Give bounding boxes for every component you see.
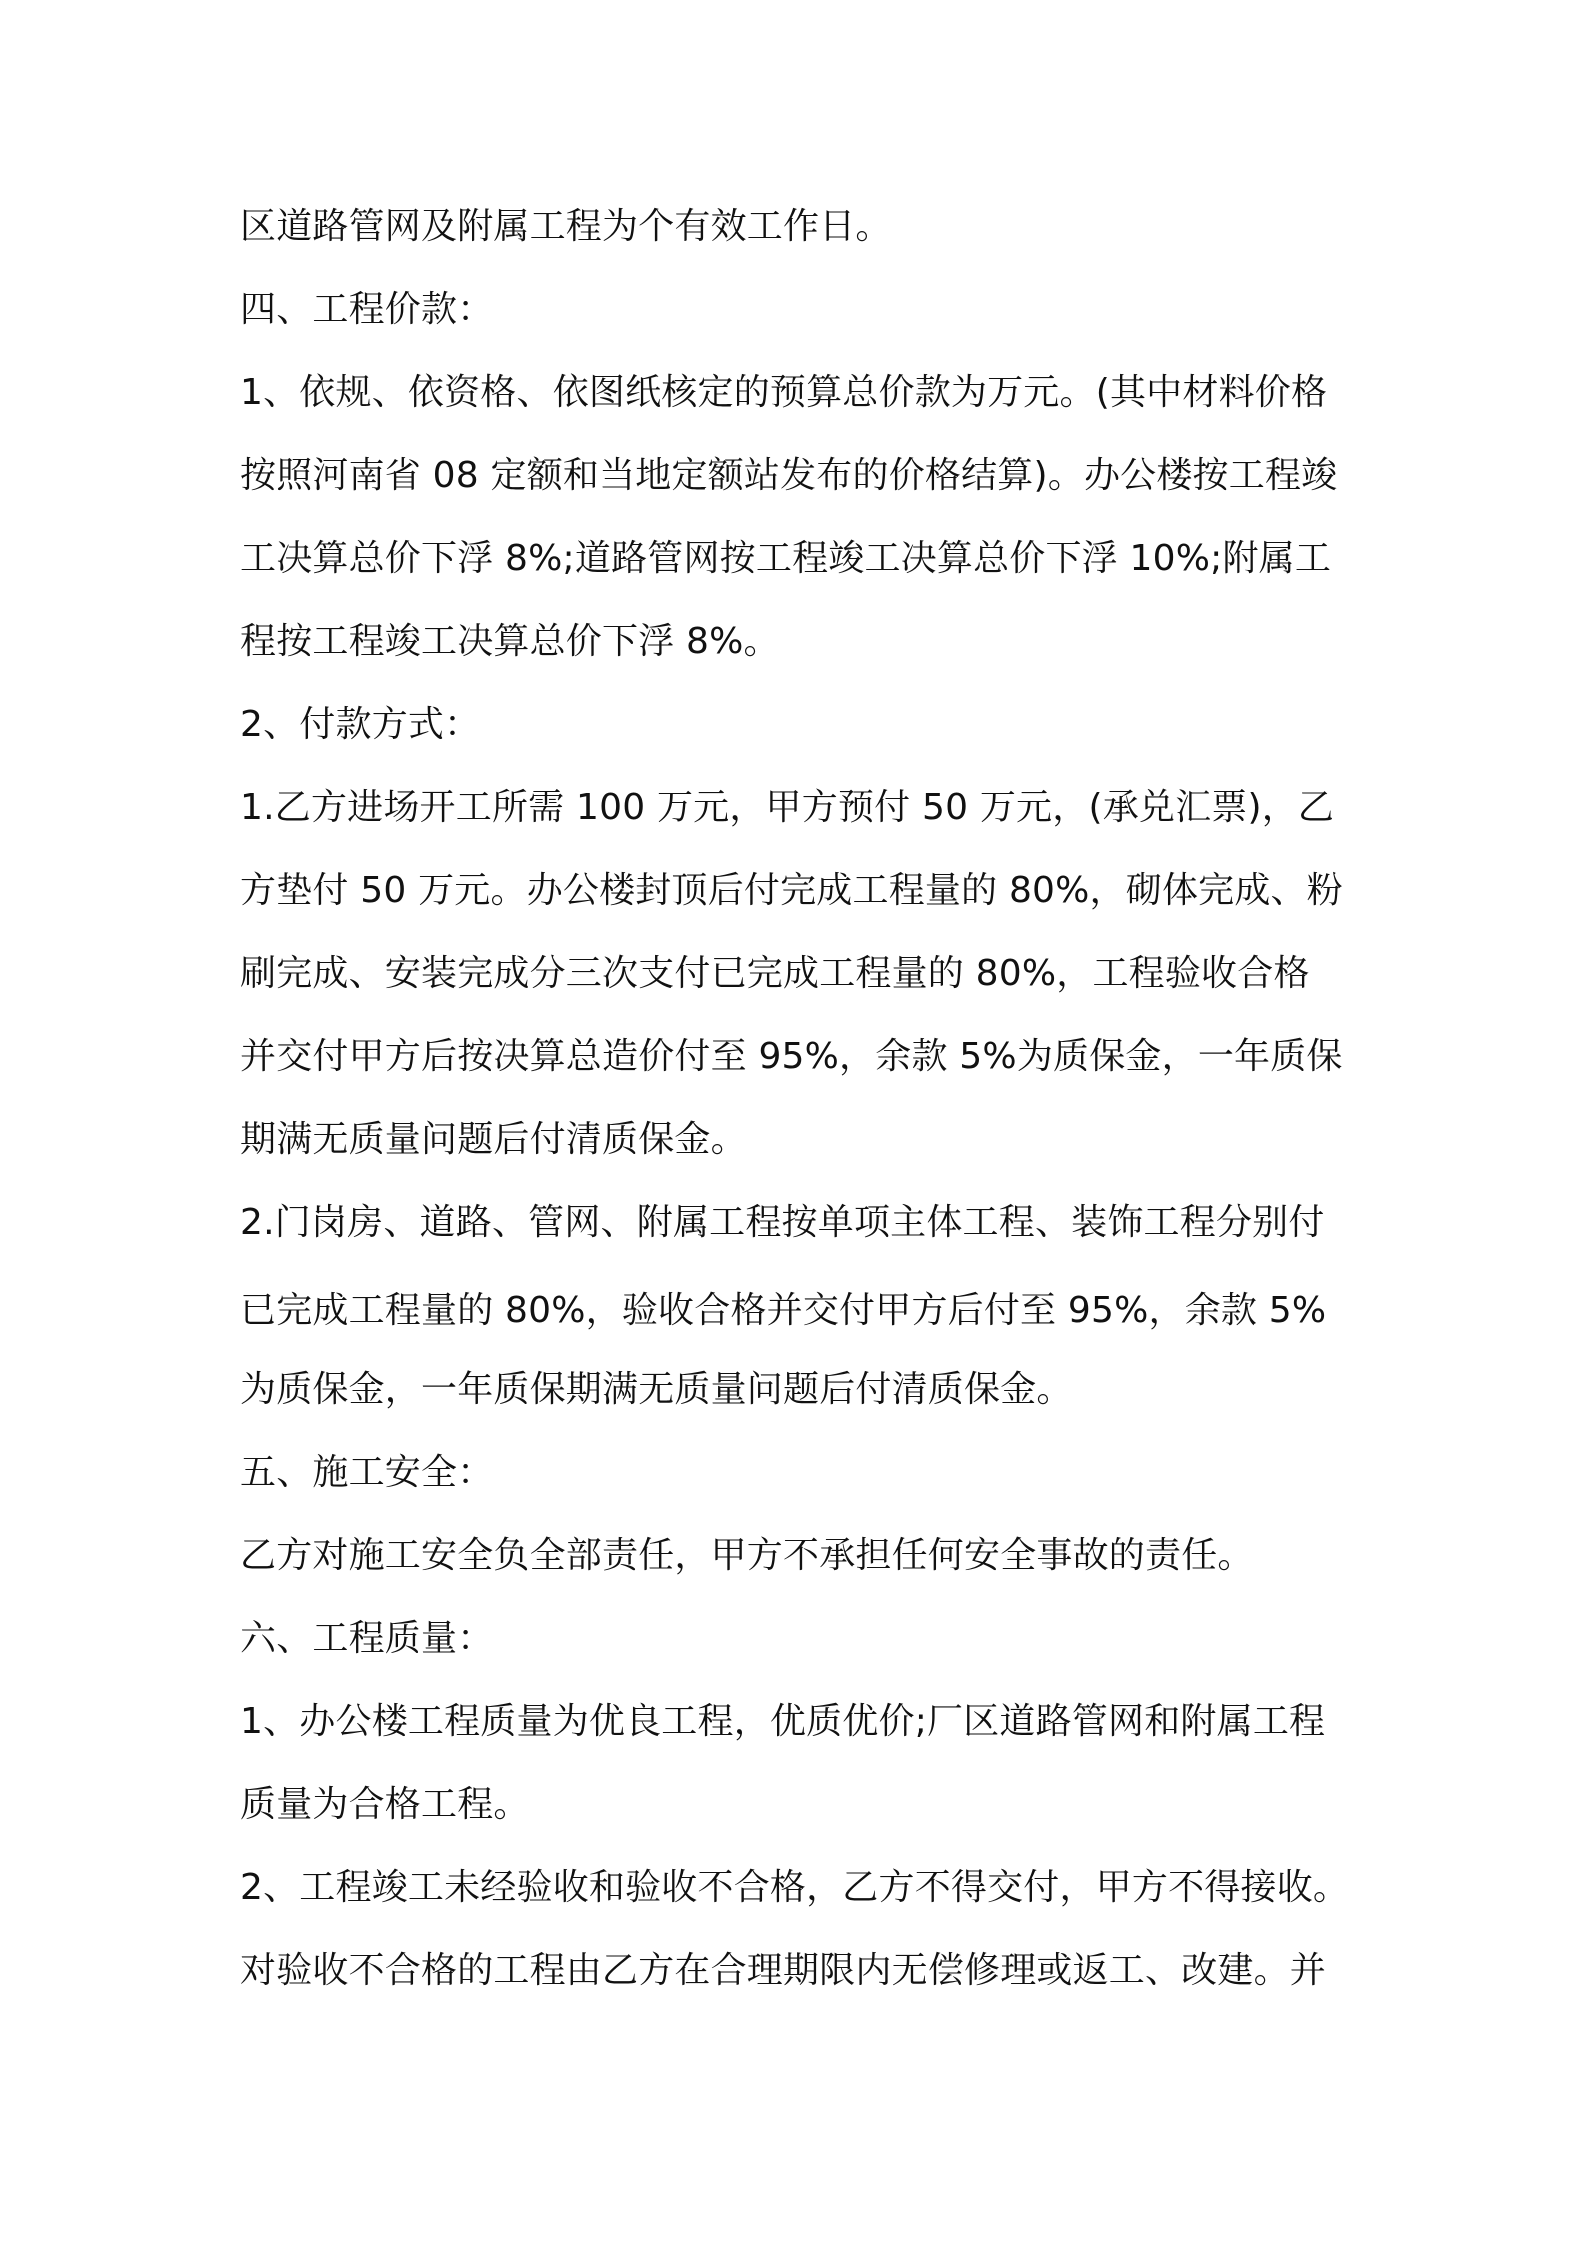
subsection-heading: 2、付款方式： xyxy=(240,704,481,745)
text-line: 为质保金，一年质保期满无质量问题后付清质保金。 xyxy=(240,1369,1073,1410)
text-line: 刷完成、安装完成分三次支付已完成工程量的 80%，工程验收合格 xyxy=(240,953,1310,994)
text-line: 程按工程竣工决算总价下浮 8%。 xyxy=(240,621,780,662)
text-line: 按照河南省 08 定额和当地定额站发布的价格结算)。办公楼按工程竣 xyxy=(240,455,1338,496)
section-heading: 四、工程价款： xyxy=(240,289,494,330)
text-line: 1、办公楼工程质量为优良工程，优质优价;厂区道路管网和附属工程 xyxy=(240,1701,1326,1742)
text-line: 1.乙方进场开工所需 100 万元，甲方预付 50 万元，(承兑汇票)，乙 xyxy=(240,787,1335,828)
text-line: 方垫付 50 万元。办公楼封顶后付完成工程量的 80%，砌体完成、粉 xyxy=(240,870,1343,911)
text-line: 对验收不合格的工程由乙方在合理期限内无偿修理或返工、改建。并 xyxy=(240,1950,1327,1991)
section-heading: 六、工程质量： xyxy=(240,1618,494,1659)
text-line: 2.门岗房、道路、管网、附属工程按单项主体工程、装饰工程分别付 xyxy=(240,1202,1325,1243)
text-line: 工决算总价下浮 8%;道路管网按工程竣工决算总价下浮 10%;附属工 xyxy=(240,538,1332,579)
text-line: 乙方对施工安全负全部责任，甲方不承担任何安全事故的责任。 xyxy=(240,1535,1254,1576)
text-line: 区道路管网及附属工程为个有效工作日。 xyxy=(240,206,892,247)
section-heading: 五、施工安全： xyxy=(240,1452,494,1493)
text-line: 2、工程竣工未经验收和验收不合格，乙方不得交付，甲方不得接收。 xyxy=(240,1867,1350,1908)
text-line: 1、依规、依资格、依图纸核定的预算总价款为万元。(其中材料价格 xyxy=(240,372,1328,413)
text-line: 期满无质量问题后付清质保金。 xyxy=(240,1119,747,1160)
text-line: 已完成工程量的 80%，验收合格并交付甲方后付至 95%，余款 5% xyxy=(240,1290,1327,1331)
text-line: 并交付甲方后按决算总造价付至 95%，余款 5%为质保金，一年质保 xyxy=(240,1036,1343,1077)
text-line: 质量为合格工程。 xyxy=(240,1784,530,1825)
